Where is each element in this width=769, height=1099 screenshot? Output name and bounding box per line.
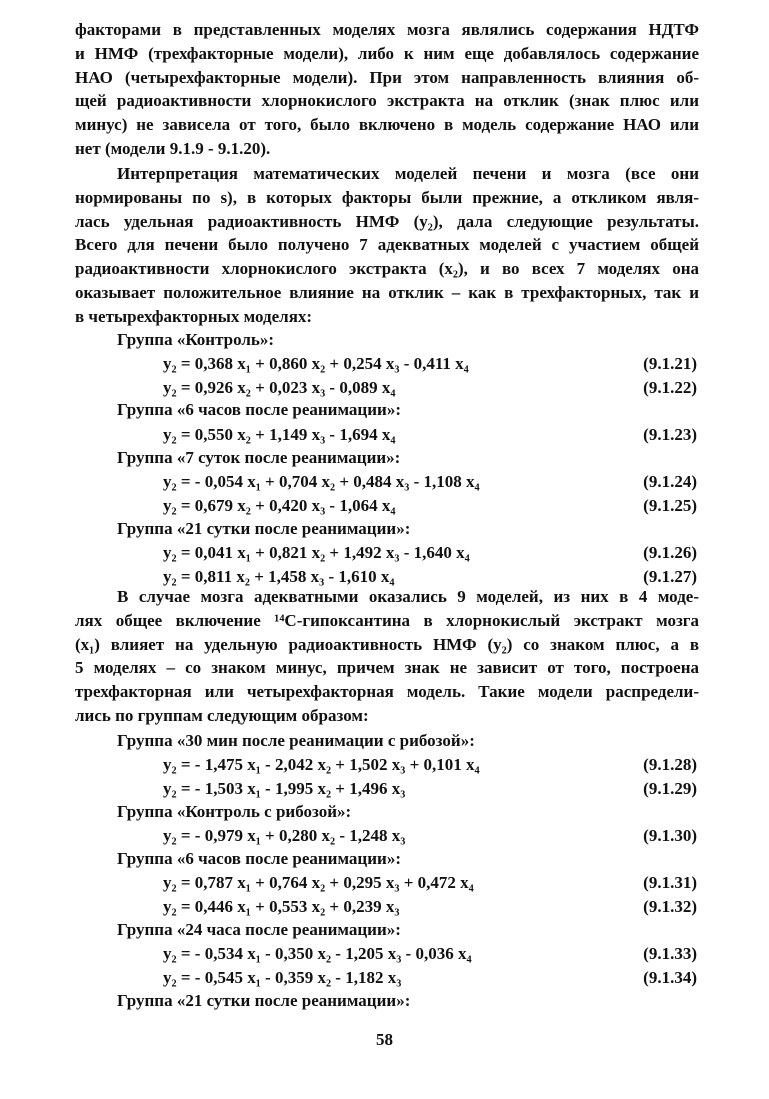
text-line: и НМФ (трехфакторные модели), либо к ним еще добавлялось содержание: [75, 43, 699, 63]
text-line: (x₁) влияет на удельную радиоактивность НМФ (y₂) со знаком плюс, а в: [75, 634, 699, 654]
group-title: Группа «21 сутки после реанимации»:: [117, 519, 411, 538]
equation-number: (9.1.27): [643, 567, 697, 586]
text-line: факторами в представленных моделях мозга являлись содержания НДТФ: [75, 20, 699, 39]
equation: y₂ = - 1,475 x₁ - 2,042 x₂ + 1,502 x₃ + 0,101 x₄: [163, 755, 480, 774]
group-title: Группа «24 часа после реанимации»:: [117, 920, 401, 939]
paragraph-brain: [75, 585, 699, 728]
paragraph-brain-factors: [75, 18, 699, 161]
group-title: Группа «21 сутки после реанимации»:: [117, 991, 411, 1010]
equation: y₂ = - 0,054 x₁ + 0,704 x₂ + 0,484 x₃ - 1,108 x₄: [163, 472, 480, 491]
text-line: в четырехфакторных моделях:: [75, 306, 313, 326]
equation-number: (9.1.23): [643, 425, 697, 444]
equation-number: (9.1.28): [643, 755, 697, 774]
text-line: радиоактивности хлорнокислого экстракта (x₂), и во всех 7 моделях она: [75, 259, 699, 279]
text-line: НАО (четырехфакторные модели). При этом направленность влияния об-: [75, 67, 699, 87]
text-line: 5 моделях – со знаком минус, причем знак не зависит от того, построена: [75, 658, 699, 678]
equation: y₂ = - 0,545 x₁ - 0,359 x₂ - 1,182 x₃: [163, 968, 402, 987]
equation: y₂ = 0,787 x₁ + 0,764 x₂ + 0,295 x₃ + 0,472 x₄: [163, 873, 474, 892]
group-title: Группа «Контроль»:: [117, 330, 275, 349]
group-title: Группа «6 часов после реанимации»:: [117, 849, 401, 868]
text-line: нет (модели 9.1.9 - 9.1.20).: [75, 138, 271, 158]
equation: y₂ = 0,926 x₂ + 0,023 x₃ - 0,089 x₄: [163, 378, 396, 397]
text-line: Всего для печени было получено 7 адекватных моделей с участием общей: [75, 235, 699, 255]
equation-number: (9.1.31): [643, 873, 697, 892]
group-title: Группа «Контроль с рибозой»:: [117, 802, 352, 821]
text-line: трехфакторная или четырехфакторная модель. Такие модели распредели-: [75, 682, 699, 702]
text-line: Интерпретация математических моделей печени и мозга (все они: [117, 164, 699, 183]
text-line: лись по группам следующим образом:: [75, 705, 369, 725]
equation: y₂ = 0,550 x₂ + 1,149 x₃ - 1,694 x₄: [163, 425, 396, 444]
text-line: минус) не зависела от того, было включено в модель содержание НАО или: [75, 115, 699, 135]
equation-number: (9.1.24): [643, 472, 697, 491]
equation-number: (9.1.33): [643, 944, 697, 963]
equation: y₂ = 0,368 x₁ + 0,860 x₂ + 0,254 x₃ - 0,411 x₄: [163, 354, 469, 373]
group-title: Группа «6 часов после реанимации»:: [117, 400, 401, 419]
equation-number: (9.1.25): [643, 496, 697, 515]
equation-number: (9.1.22): [643, 378, 697, 397]
equation-number: (9.1.21): [643, 354, 697, 373]
equation: y₂ = 0,679 x₂ + 0,420 x₃ - 1,064 x₄: [163, 496, 396, 515]
text-line: лась удельная радиоактивность НМФ (y₂), дала следующие результаты.: [75, 211, 699, 231]
text-line: нормированы по s), в которых факторы были прежние, а откликом явля-: [75, 187, 699, 207]
text-line: В случае мозга адекватными оказались 9 моделей, из них в 4 моде-: [117, 587, 699, 606]
paragraph-interpretation: [75, 162, 699, 329]
equation: y₂ = - 0,979 x₁ + 0,280 x₂ - 1,248 x₃: [163, 826, 406, 845]
equation-number: (9.1.34): [643, 968, 697, 987]
text-line: щей радиоактивности хлорнокислого экстракта на отклик (знак плюс или: [75, 91, 699, 111]
equation: y₂ = 0,811 x₂ + 1,458 x₃ - 1,610 x₄: [163, 567, 395, 586]
group-title: Группа «30 мин после реанимации с рибозой»:: [117, 731, 475, 750]
equation: y₂ = - 1,503 x₁ - 1,995 x₂ + 1,496 x₃: [163, 779, 406, 798]
equation: y₂ = 0,446 x₁ + 0,553 x₂ + 0,239 x₃: [163, 897, 400, 916]
equation-number: (9.1.26): [643, 543, 697, 562]
group-title: Группа «7 суток после реанимации»:: [117, 448, 401, 467]
equation: y₂ = 0,041 x₁ + 0,821 x₂ + 1,492 x₃ - 1,640 x₄: [163, 543, 470, 562]
text-line: оказывает положительное влияние на отклик – как в трехфакторных, так и: [75, 282, 699, 302]
equation-number: (9.1.32): [643, 897, 697, 916]
equation-number: (9.1.29): [643, 779, 697, 798]
equation: y₂ = - 0,534 x₁ - 0,350 x₂ - 1,205 x₃ - 0,036 x₄: [163, 944, 472, 963]
equation-number: (9.1.30): [643, 826, 697, 845]
page-number: 58: [376, 1030, 393, 1049]
text-line: лях общее включение ¹⁴С-гипоксантина в хлорнокислый экстракт мозга: [75, 610, 699, 630]
